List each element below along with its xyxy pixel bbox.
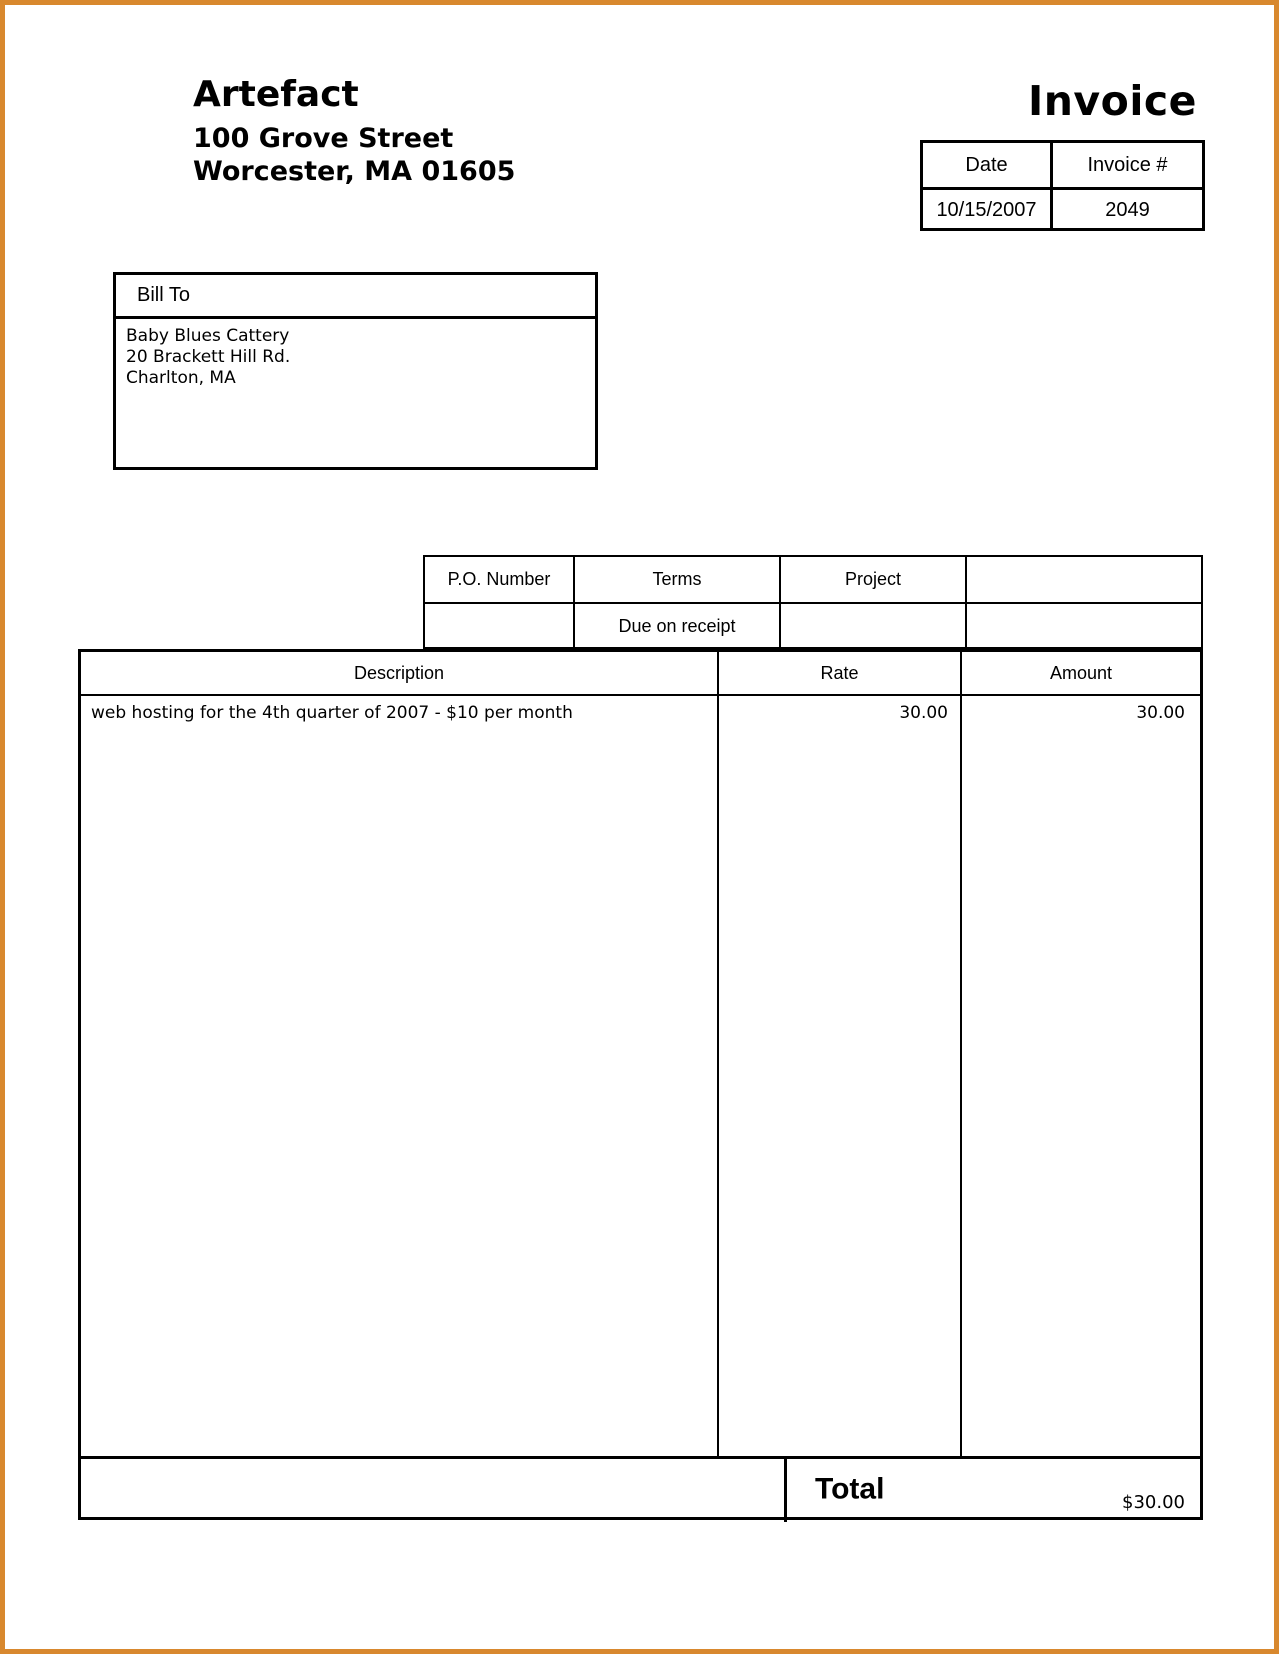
rate-column [719,696,962,1456]
project-value [781,604,967,649]
company-address-line2: Worcester, MA 01605 [193,156,516,187]
date-value: 10/15/2007 [923,190,1053,231]
company-address-line1: 100 Grove Street [193,123,454,154]
amount-column [962,696,1200,1456]
invoice-meta-table [920,140,1205,231]
date-label: Date [923,143,1053,187]
terms-value: Due on receipt [575,604,781,649]
items-table-body [81,696,1200,1456]
po-extra-header-cell [967,557,1201,602]
total-label: Total [815,1472,885,1506]
company-address [193,122,515,188]
invoice-number-label: Invoice # [1087,153,1168,176]
invoice-number-value: 2049 [1105,199,1150,221]
item-rate: 30.00 [899,703,948,723]
bill-to-line-2: 20 Brackett Hill Rd. [126,347,291,367]
po-table [423,555,1203,649]
bill-to-box [113,272,598,470]
invoice-meta-value-row [923,190,1202,231]
po-number-value [425,604,575,649]
project-label: Project [781,557,967,602]
item-amount: 30.00 [1136,703,1185,723]
items-table [78,649,1203,1520]
terms-label: Terms [575,557,781,602]
po-table-header-row [425,557,1201,604]
po-table-value-row [425,604,1201,649]
bill-to-address [116,319,595,396]
company-name: Artefact [193,74,359,115]
rate-column-header: Rate [719,652,962,694]
description-column-header: Description [81,652,719,694]
amount-column-header: Amount [1049,662,1113,683]
total-value: $30.00 [1122,1492,1185,1513]
total-cell [787,1459,1200,1522]
bill-to-line-1: Baby Blues Cattery [126,326,290,346]
invoice-meta-header-row [923,143,1202,190]
total-row [81,1456,1200,1522]
po-number-label: P.O. Number [425,557,575,602]
items-table-header-row [81,652,1200,696]
bill-to-label: Bill To [116,275,595,319]
bill-to-line-3: Charlton, MA [126,368,236,388]
item-description: web hosting for the 4th quarter of 2007 - $10 per month [91,703,573,723]
total-row-empty-cell [81,1459,787,1522]
po-extra-value-cell [967,604,1201,649]
description-column [81,696,719,1456]
invoice-title: Invoice [1027,77,1197,125]
